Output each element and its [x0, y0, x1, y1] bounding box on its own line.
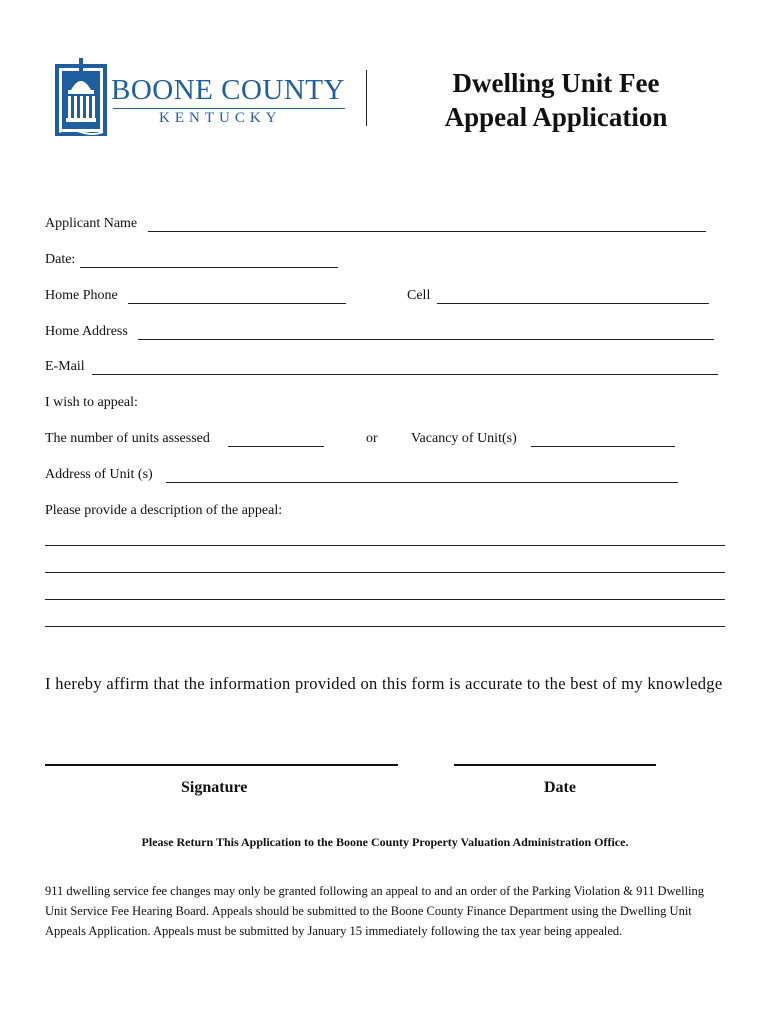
page-title	[420, 66, 692, 134]
home-address-field[interactable]	[138, 327, 714, 340]
units-assessed-field[interactable]	[228, 434, 324, 447]
date-label: Date:	[45, 252, 76, 267]
affirmation-text: I hereby affirm that the information provided on this form is accurate to the best of my knowledge	[45, 674, 723, 693]
footer-notice: 911 dwelling service fee changes may only be granted following an appeal to and an order of the Parking Violation & 911 Dwelling Unit Service Fee Hearing Board. Appeals should be submitted to the Boone County Finance Department using the Dwelling Unit Appeals Application. Appeals must be submitted by January 15 immediately following the tax year being appealed.	[45, 884, 705, 938]
description-line-2[interactable]	[45, 572, 725, 573]
or-label: or	[366, 431, 378, 446]
vacancy-field[interactable]	[531, 434, 675, 447]
logo	[55, 54, 355, 138]
logo-text-county: BOONE COUNTY	[111, 74, 345, 106]
date-field[interactable]	[80, 255, 338, 268]
description-line-4[interactable]	[45, 626, 725, 627]
wish-to-appeal-label: I wish to appeal:	[45, 395, 138, 410]
return-notice: Please Return This Application to the Boone County Property Valuation Administration Office.	[141, 835, 629, 849]
cell-field[interactable]	[437, 291, 709, 304]
applicant-name-row	[45, 216, 137, 232]
home-address-label: Home Address	[45, 324, 128, 339]
signature-line[interactable]	[45, 764, 398, 766]
title-line-2: Appeal Application	[444, 102, 668, 132]
date-signature-label: Date	[544, 779, 576, 796]
courthouse-icon	[55, 54, 107, 138]
address-of-unit-field[interactable]	[166, 470, 678, 483]
logo-divider	[113, 108, 345, 109]
title-line-1: Dwelling Unit Fee	[452, 68, 660, 98]
logo-text-state: KENTUCKY	[159, 110, 282, 126]
email-field[interactable]	[92, 362, 718, 375]
vacancy-label: Vacancy of Unit(s)	[411, 431, 517, 446]
description-line-3[interactable]	[45, 599, 725, 600]
cell-label: Cell	[407, 288, 431, 303]
home-phone-field[interactable]	[128, 291, 346, 304]
email-label: E-Mail	[45, 359, 85, 374]
header-divider	[366, 70, 367, 126]
signature-label: Signature	[181, 779, 248, 796]
applicant-name-label: Applicant Name	[45, 216, 138, 231]
description-label: Please provide a description of the appeal:	[45, 503, 283, 518]
description-line-1[interactable]	[45, 545, 725, 546]
signature-date-line[interactable]	[454, 764, 656, 766]
applicant-name-field[interactable]	[148, 219, 706, 232]
units-assessed-label: The number of units assessed	[45, 431, 210, 446]
address-of-unit-label: Address of Unit (s)	[45, 467, 153, 482]
home-phone-label: Home Phone	[45, 288, 118, 303]
